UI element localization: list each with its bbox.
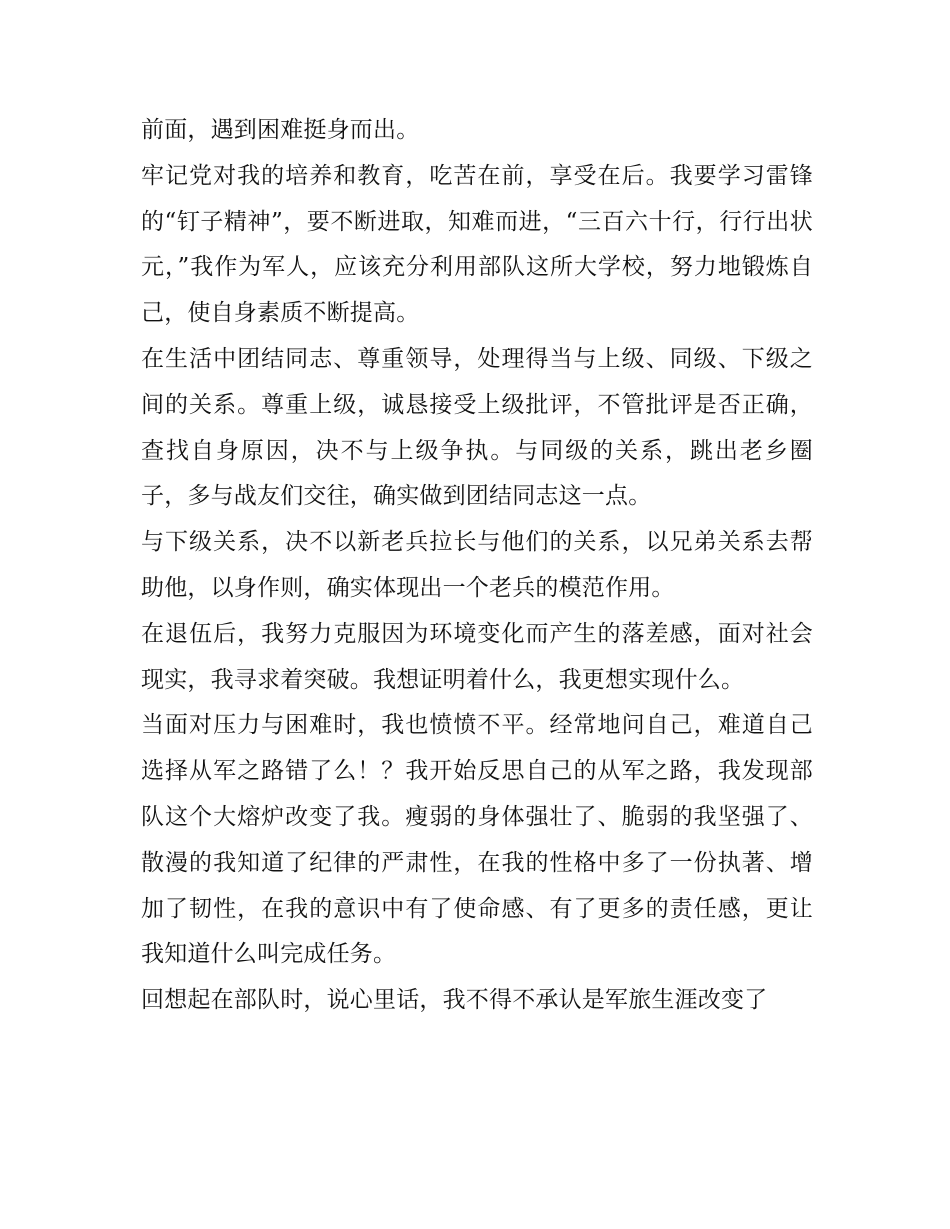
paragraph-1: 前面，遇到困难挺身而出。: [141, 117, 420, 143]
paragraph-2: 牢记党对我的培养和教育，吃苦在前，享受在后。我要学习雷锋的“钉子精神”，要不断进取，知难而进，“三百六十行，行行出状元，”我作为军人，应该充分利用部队这所大学校，努力地锻炼自己，使自身素质不断提高。: [141, 162, 813, 327]
paragraph-6: 当面对压力与困难时，我也愤愤不平。经常地问自己，难道自己选择从军之路错了么！？我开始反思自己的从军之路，我发现部队这个大熔炉改变了我。瘦弱的身体强壮了、脆弱的我坚强了、散漫的我知道了纪律的严肃性，在我的性格中多了一份执著、增加了韧性，在我的意识中有了使命感、有了更多的责任感，更让我知道什么叫完成任务。: [141, 712, 813, 968]
paragraph-3: 在生活中团结同志、尊重领导，处理得当与上级、同级、下级之间的关系。尊重上级，诚恳接受上级批评，不管批评是否正确，查找自身原因，决不与上级争执。与同级的关系，跳出老乡圈子，多与战友们交往，确实做到团结同志这一点。: [141, 345, 813, 510]
paragraph-7: 回想起在部队时，说心里话，我不得不承认是军旅生涯改变了: [141, 987, 768, 1014]
paragraph-4: 与下级关系，决不以新老兵拉长与他们的关系，以兄弟关系去帮助他，以身作则，确实体现出一个老兵的模范作用。: [141, 529, 813, 601]
document-body: [141, 108, 813, 1024]
paragraph-5: 在退伍后，我努力克服因为环境变化而产生的落差感，面对社会现实，我寻求着突破。我想证明着什么，我更想实现什么。: [141, 620, 813, 693]
